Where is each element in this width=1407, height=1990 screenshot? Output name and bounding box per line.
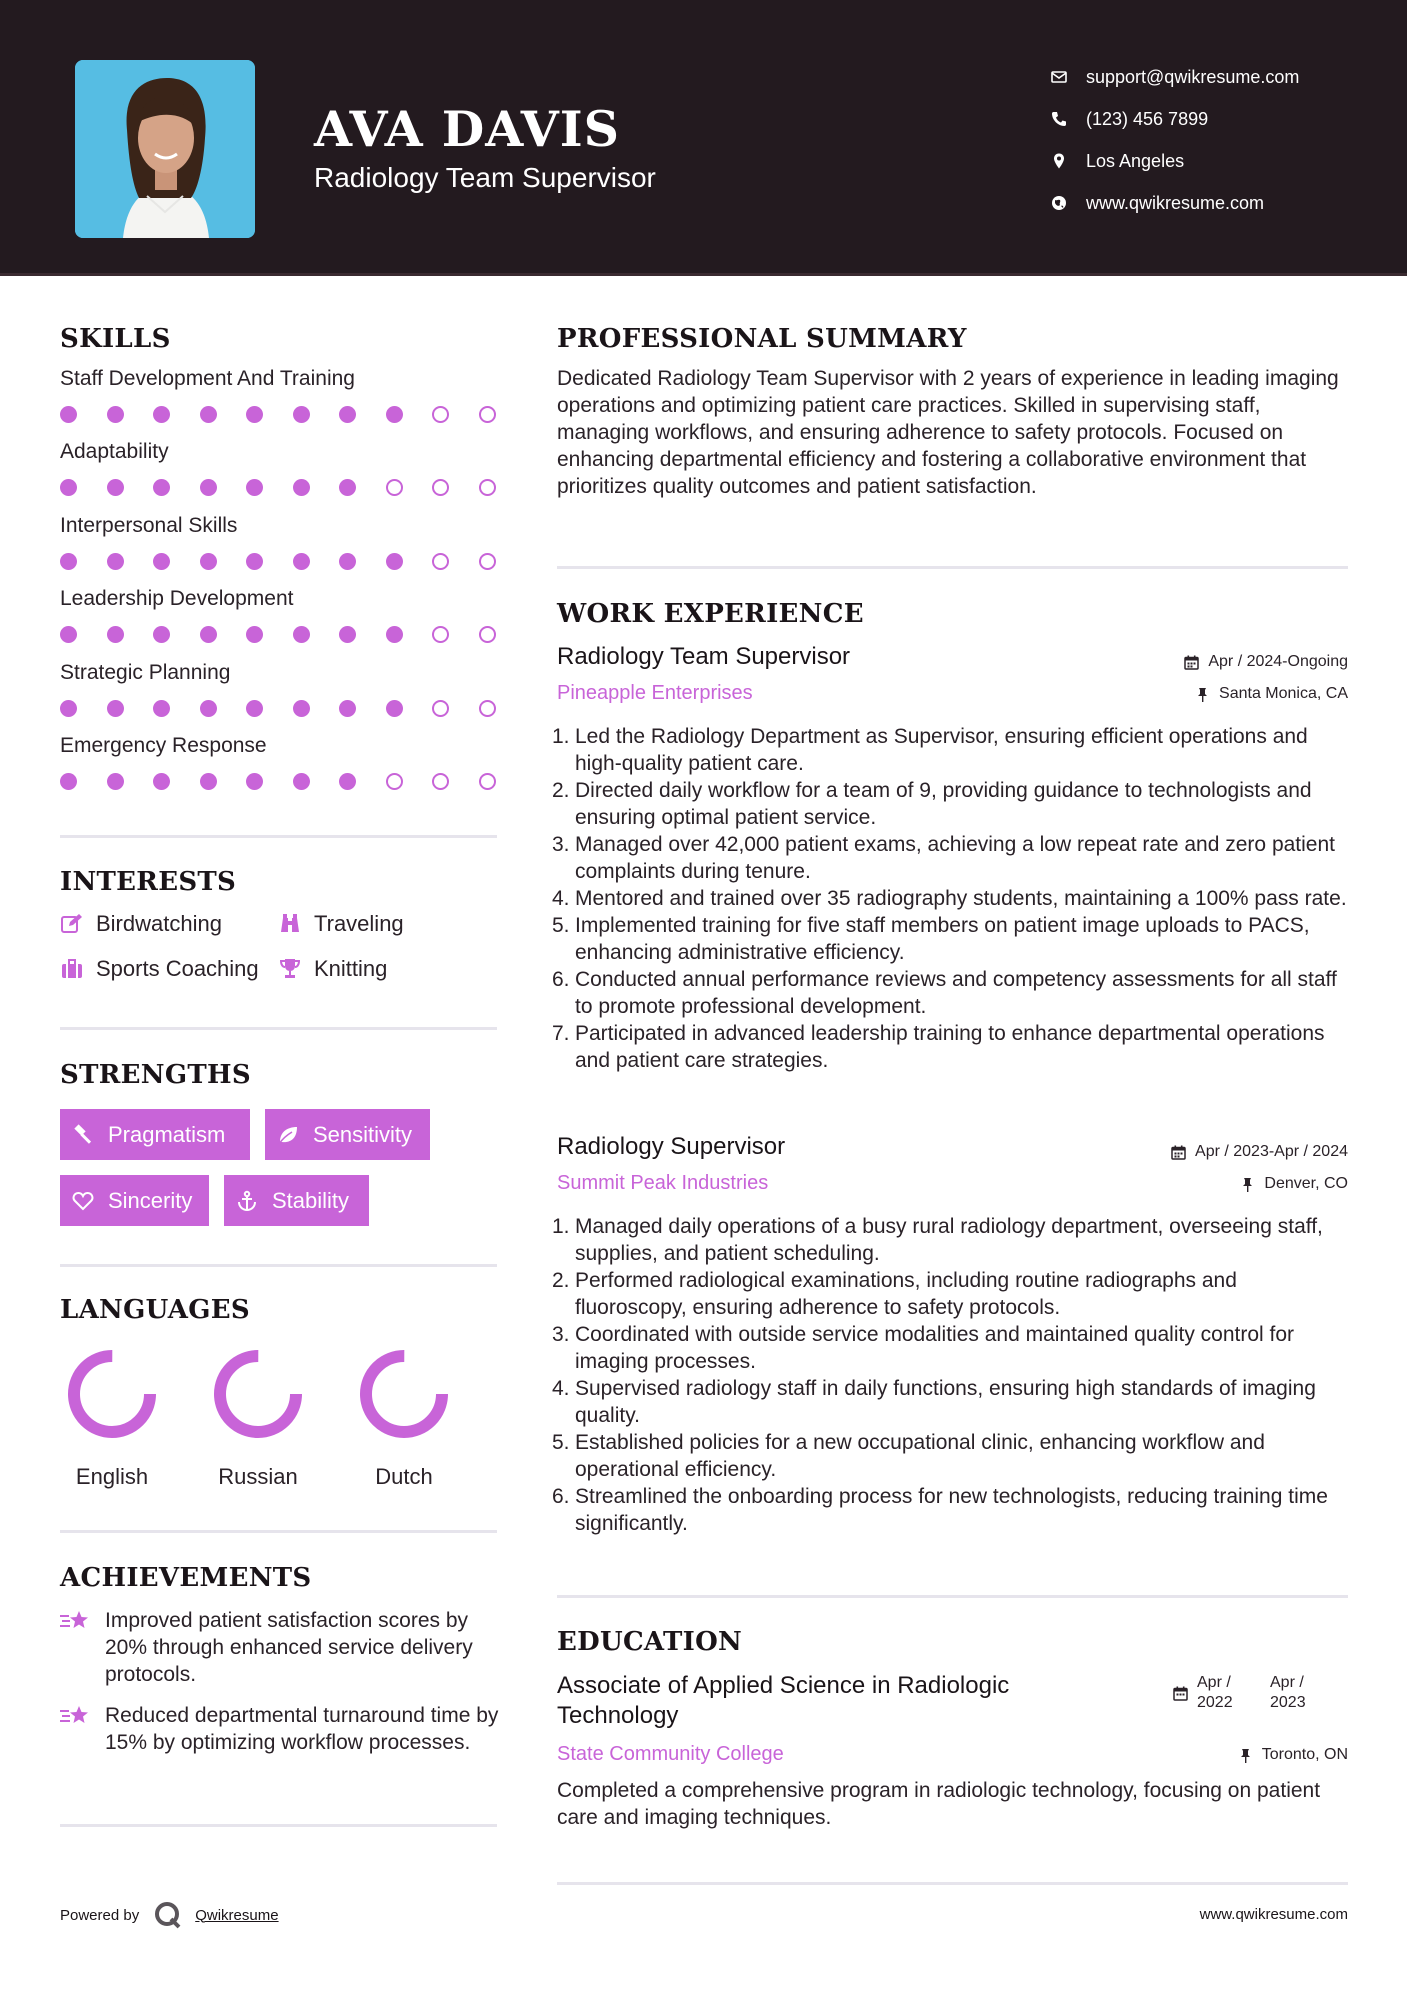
- interest-item: [60, 911, 222, 937]
- bullet-text: Led the Radiology Department as Supervisor, ensuring efficient operations and high-quality patient care.: [575, 725, 1308, 775]
- job-bullet: [552, 1267, 1353, 1321]
- experience-heading: WORK EXPERIENCE: [557, 599, 864, 629]
- skill-name: Interpersonal Skills: [60, 513, 238, 537]
- language-ring: [210, 1346, 306, 1442]
- rating-dot-filled: [107, 406, 124, 423]
- rating-dot-filled: [293, 479, 310, 496]
- language-item: [349, 1346, 459, 1490]
- skill-name: Staff Development And Training: [60, 367, 355, 390]
- job-location-text: Denver, CO: [1264, 1175, 1348, 1192]
- rating-dot-filled: [200, 479, 217, 496]
- rating-dot-empty: [432, 773, 449, 790]
- rating-dot-filled: [200, 773, 217, 790]
- bullet-text: Directed daily workflow for a team of 9, providing guidance to technologists and ensuring optimal patient service.: [575, 779, 1312, 829]
- rating-dot-empty: [479, 479, 496, 496]
- contact-list: [1050, 56, 1390, 224]
- rating-dot-empty: [432, 700, 449, 717]
- language-ring-arc: [220, 1356, 296, 1432]
- profile-photo: [75, 60, 255, 238]
- rating-dot-empty: [386, 773, 403, 790]
- education-start-date: Apr / 2022: [1197, 1674, 1233, 1711]
- achievement-text: Reduced departmental turnaround time by 15% by optimizing workflow processes.: [105, 1704, 499, 1754]
- bullet-text: Implemented training for five staff members on patient image uploads to PACS, enhancing administrative efficiency.: [575, 914, 1310, 964]
- divider: [60, 1530, 497, 1533]
- job-bullet: [552, 1020, 1353, 1074]
- job-bullet: [552, 1375, 1353, 1429]
- rating-dot-filled: [293, 700, 310, 717]
- rating-dot-filled: [60, 406, 77, 423]
- rating-dot-filled: [246, 773, 263, 790]
- skill-name: Leadership Development: [60, 587, 294, 611]
- job-date: [1171, 1143, 1348, 1161]
- job-bullet: [552, 885, 1353, 912]
- job-date: [1184, 653, 1348, 671]
- interest-item: [278, 956, 387, 982]
- rating-dot-filled: [246, 553, 263, 570]
- rating-dot-empty: [479, 773, 496, 790]
- skill-rating: [60, 477, 500, 497]
- bullet-number: 5.: [552, 1431, 570, 1454]
- job-title: Radiology Team Supervisor: [557, 643, 851, 670]
- bullet-number: 1.: [552, 725, 570, 748]
- edit-icon: [60, 912, 84, 936]
- education-end-date: Apr / 2023: [1270, 1674, 1306, 1711]
- rating-dot-filled: [339, 626, 356, 643]
- summary-heading: PROFESSIONAL SUMMARY: [557, 324, 967, 354]
- strength-label: Pragmatism: [108, 1121, 226, 1147]
- bullet-number: 6.: [552, 1485, 570, 1508]
- candidate-name: AVA DAVIS: [314, 100, 621, 158]
- job-bullet-list: [552, 723, 1353, 1074]
- contact-website[interactable]: [1050, 182, 1390, 224]
- location-text: Los Angeles: [1086, 150, 1185, 171]
- job-bullet: [552, 966, 1353, 1020]
- bullet-text: Conducted annual performance reviews and competency assessments for all staff to promote professional development.: [575, 968, 1337, 1018]
- job-bullet: [552, 1429, 1353, 1483]
- anchor-icon: [236, 1190, 258, 1212]
- rating-dot-empty: [432, 626, 449, 643]
- language-ring: [356, 1346, 452, 1442]
- bullet-number: 4.: [552, 1377, 570, 1400]
- rating-dot-filled: [246, 479, 263, 496]
- education-location: [1238, 1746, 1348, 1764]
- interests-heading: INTERESTS: [60, 867, 237, 897]
- job-title: Radiology Supervisor: [557, 1133, 786, 1160]
- rating-dot-empty: [479, 553, 496, 570]
- rating-dot-filled: [386, 626, 403, 643]
- language-item: [57, 1346, 167, 1490]
- bullet-text: Coordinated with outside service modalities and maintained quality control for imaging processes.: [575, 1323, 1295, 1373]
- resume-header: [0, 0, 1407, 276]
- powered-by-label: Powered by: [60, 1906, 140, 1924]
- rating-dot-filled: [153, 626, 170, 643]
- rating-dot-empty: [479, 626, 496, 643]
- phone-text: (123) 456 7899: [1086, 108, 1209, 129]
- rating-dot-filled: [293, 773, 310, 790]
- strength-chip: [60, 1175, 209, 1226]
- bullet-text: Managed over 42,000 patient exams, achieving a low repeat rate and zero patient complaints during tenure.: [575, 833, 1335, 883]
- gavel-icon: [72, 1124, 94, 1146]
- suitcase-icon: [60, 957, 84, 981]
- candidate-title: Radiology Team Supervisor: [314, 162, 656, 193]
- pushpin-icon: [1195, 687, 1210, 702]
- interest-item: [60, 956, 259, 982]
- calendar-icon: [1184, 655, 1199, 670]
- phone-icon: [1050, 110, 1068, 128]
- rating-dot-filled: [107, 700, 124, 717]
- rating-dot-filled: [153, 553, 170, 570]
- rating-dot-filled: [293, 553, 310, 570]
- pushpin-icon: [1238, 1748, 1253, 1763]
- interest-label: Traveling: [314, 911, 404, 936]
- education-description: Completed a comprehensive program in radiologic technology, focusing on patient care and imaging techniques.: [557, 1779, 1321, 1829]
- rating-dot-empty: [432, 553, 449, 570]
- rating-dot-filled: [293, 626, 310, 643]
- bullet-number: 3.: [552, 833, 570, 856]
- trophy-icon: [278, 957, 302, 981]
- divider: [557, 566, 1348, 569]
- shooting-star-icon: [60, 1607, 92, 1637]
- rating-dot-filled: [293, 406, 310, 423]
- footer-powered-by: [60, 1900, 279, 1930]
- job-bullet: [552, 1213, 1353, 1267]
- job-bullet: [552, 777, 1353, 831]
- calendar-icon: [1171, 1145, 1186, 1160]
- pushpin-icon: [1240, 1177, 1255, 1192]
- rating-dot-filled: [60, 553, 77, 570]
- rating-dot-filled: [153, 700, 170, 717]
- bullet-number: 3.: [552, 1323, 570, 1346]
- skill-rating: [60, 698, 500, 718]
- rating-dot-filled: [153, 406, 170, 423]
- bullet-text: Established policies for a new occupational clinic, enhancing workflow and operational efficiency.: [575, 1431, 1265, 1481]
- rating-dot-filled: [339, 406, 356, 423]
- school-name: State Community College: [557, 1743, 784, 1765]
- language-ring: [64, 1346, 160, 1442]
- languages-heading: LANGUAGES: [60, 1295, 250, 1325]
- language-item: [203, 1346, 313, 1490]
- rating-dot-filled: [246, 700, 263, 717]
- contact-email[interactable]: [1050, 56, 1390, 98]
- job-date-text: Apr / 2024-Ongoing: [1208, 653, 1348, 670]
- rating-dot-filled: [60, 479, 77, 496]
- strength-chip: [224, 1175, 369, 1226]
- email-text: support@qwikresume.com: [1086, 66, 1300, 87]
- bullet-number: 7.: [552, 1022, 570, 1045]
- bullet-text: Mentored and trained over 35 radiography students, maintaining a 100% pass rate.: [575, 887, 1347, 910]
- bullet-text: Streamlined the onboarding process for new technologists, reducing training time significantly.: [575, 1485, 1328, 1535]
- divider: [60, 835, 497, 838]
- bullet-text: Performed radiological examinations, including routine radiographs and fluoroscopy, ensuring adherence to safety protocols.: [575, 1269, 1237, 1319]
- language-name: English: [75, 1464, 149, 1489]
- job-location: [1240, 1175, 1348, 1193]
- shooting-star-icon: [60, 1702, 92, 1732]
- rating-dot-filled: [200, 553, 217, 570]
- bullet-text: Managed daily operations of a busy rural radiology department, overseeing staff, supplies, and patient scheduling.: [575, 1215, 1323, 1265]
- rating-dot-filled: [107, 553, 124, 570]
- job-location-text: Santa Monica, CA: [1219, 685, 1348, 702]
- rating-dot-filled: [60, 700, 77, 717]
- job-bullet: [552, 1483, 1353, 1537]
- rating-dot-filled: [339, 700, 356, 717]
- contact-location: [1050, 140, 1390, 182]
- globe-icon: [1050, 194, 1068, 212]
- job-location: [1195, 685, 1348, 703]
- website-text: www.qwikresume.com: [1086, 192, 1265, 213]
- rating-dot-filled: [153, 479, 170, 496]
- bullet-number: 2.: [552, 779, 570, 802]
- rating-dot-filled: [339, 479, 356, 496]
- bullet-number: 6.: [552, 968, 570, 991]
- rating-dot-filled: [339, 553, 356, 570]
- job-bullet: [552, 723, 1353, 777]
- achievement-text: Improved patient satisfaction scores by 20% through enhanced service delivery protocols.: [105, 1609, 473, 1686]
- rating-dot-empty: [432, 406, 449, 423]
- language-ring-arc: [366, 1356, 442, 1432]
- calendar-icon: [1173, 1686, 1188, 1701]
- rating-dot-filled: [60, 626, 77, 643]
- divider: [60, 1264, 497, 1267]
- language-name: Russian: [218, 1464, 298, 1489]
- company-name: Summit Peak Industries: [557, 1172, 769, 1194]
- job-bullet-list: [552, 1213, 1353, 1537]
- rating-dot-filled: [386, 700, 403, 717]
- bullet-number: 4.: [552, 887, 570, 910]
- bullet-number: 1.: [552, 1215, 570, 1238]
- achievement-item: [60, 1702, 500, 1756]
- rating-dot-filled: [60, 773, 77, 790]
- footer-website[interactable]: www.qwikresume.com: [1199, 1906, 1348, 1923]
- job-bullet: [552, 1321, 1353, 1375]
- skill-rating: [60, 551, 500, 571]
- job-bullet: [552, 912, 1353, 966]
- skill-name: Strategic Planning: [60, 660, 231, 684]
- strength-chip: [60, 1109, 250, 1160]
- rating-dot-empty: [479, 406, 496, 423]
- skill-rating: [60, 771, 500, 791]
- interest-label: Sports Coaching: [96, 956, 259, 981]
- achievements-heading: ACHIEVEMENTS: [60, 1563, 312, 1593]
- rating-dot-empty: [479, 700, 496, 717]
- job-bullet: [552, 831, 1353, 885]
- summary-text: Dedicated Radiology Team Supervisor with 2 years of experience in leading imaging operations and optimizing patient care practices. Skilled in supervising staff, managing workflows, and ensuring adherence to safety protocols. Focused on enhancing departmental efficiency and fostering a collaborative environment that prioritizes quality outcomes and patient satisfaction.: [557, 367, 1339, 498]
- achievement-item: [60, 1607, 500, 1688]
- qwikresume-logo-icon: [153, 1900, 183, 1930]
- leaf-icon: [277, 1124, 299, 1146]
- bullet-text: Participated in advanced leadership training to enhance departmental operations and patient care strategies.: [575, 1022, 1325, 1072]
- rating-dot-filled: [200, 406, 217, 423]
- rating-dot-filled: [200, 626, 217, 643]
- rating-dot-empty: [386, 479, 403, 496]
- rating-dot-filled: [386, 553, 403, 570]
- divider: [60, 1824, 497, 1827]
- bullet-number: 2.: [552, 1269, 570, 1292]
- rating-dot-filled: [386, 406, 403, 423]
- interest-label: Birdwatching: [96, 911, 222, 936]
- rating-dot-filled: [200, 700, 217, 717]
- rating-dot-filled: [153, 773, 170, 790]
- rating-dot-filled: [107, 479, 124, 496]
- skill-rating: [60, 624, 500, 644]
- strength-label: Sensitivity: [313, 1121, 413, 1147]
- strengths-heading: STRENGTHS: [60, 1060, 251, 1090]
- divider: [557, 1882, 1348, 1885]
- language-ring-arc: [74, 1356, 150, 1432]
- rating-dot-filled: [246, 626, 263, 643]
- heart-icon: [72, 1190, 94, 1212]
- interest-item: [278, 911, 404, 937]
- company-name: Pineapple Enterprises: [557, 682, 753, 704]
- language-name: Dutch: [375, 1464, 433, 1489]
- rating-dot-filled: [246, 406, 263, 423]
- interest-label: Knitting: [314, 956, 388, 981]
- strength-label: Stability: [272, 1187, 350, 1213]
- skill-name: Adaptability: [60, 440, 169, 464]
- rating-dot-filled: [107, 773, 124, 790]
- brand-link[interactable]: Qwikresume: [195, 1906, 279, 1924]
- strength-label: Sincerity: [108, 1187, 193, 1213]
- envelope-icon: [1050, 68, 1068, 86]
- skills-heading: SKILLS: [60, 324, 171, 354]
- binoculars-icon: [278, 912, 302, 936]
- education-location-text: Toronto, ON: [1261, 1746, 1348, 1763]
- rating-dot-empty: [432, 479, 449, 496]
- divider: [557, 1595, 1348, 1598]
- bullet-text: Supervised radiology staff in daily functions, ensuring high standards of imaging quality.: [575, 1377, 1316, 1427]
- map-pin-icon: [1050, 152, 1068, 170]
- skill-rating: [60, 404, 500, 424]
- degree-title: Associate of Applied Science in Radiologic Technology: [557, 1672, 1010, 1729]
- rating-dot-filled: [339, 773, 356, 790]
- bullet-number: 5.: [552, 914, 570, 937]
- divider: [60, 1027, 497, 1030]
- skill-name: Emergency Response: [60, 734, 267, 757]
- education-heading: EDUCATION: [557, 1627, 743, 1657]
- job-date-text: Apr / 2023-Apr / 2024: [1195, 1143, 1348, 1160]
- strength-chip: [265, 1109, 430, 1160]
- rating-dot-filled: [107, 626, 124, 643]
- contact-phone[interactable]: [1050, 98, 1390, 140]
